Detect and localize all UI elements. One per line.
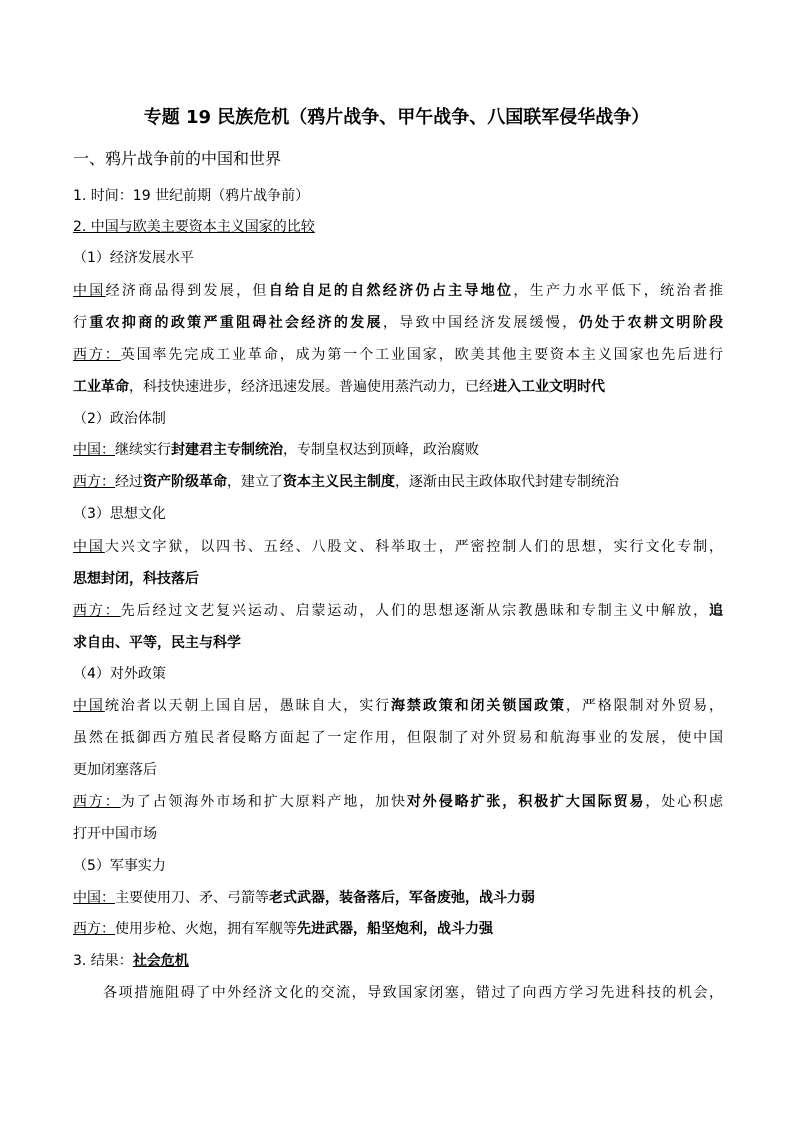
subheading-military: （5）军事实力 (73, 858, 166, 874)
subheading-economy: （1）经济发展水平 (73, 250, 194, 266)
item-result: 3. 结果：社会危机 (73, 953, 189, 969)
label-west: 西方： (73, 347, 121, 363)
culture-west-line-1: 西方：先后经过文艺复兴运动、启蒙运动，人们的思想逐渐从宗教愚昧和专制主义中解放，追 (73, 603, 723, 619)
politics-china: 中国：继续实行封建君主专制统治，专制皇权达到顶峰，政治腐败 (73, 442, 479, 458)
foreign-china-line-3: 更加闭塞落后 (73, 762, 157, 778)
label-west: 西方： (73, 921, 115, 937)
label-west: 西方： (73, 794, 121, 810)
culture-china-line-2: 思想封闭，科技落后 (73, 571, 199, 587)
economy-china-line-2: 行重农抑商的政策严重阻碍社会经济的发展，导致中国经济发展缓慢，仍处于农耕文明阶段 (73, 315, 723, 331)
label-china: 中国 (73, 283, 106, 299)
economy-china-line-1: 中国经济商品得到发展，但自给自足的自然经济仍占主导地位，生产力水平低下，统治者推 (73, 283, 723, 299)
subheading-politics: （2）政治体制 (73, 411, 166, 427)
foreign-china-line-1: 中国统治者以天朝上国自居，愚昧自大，实行海禁政策和闭关锁国政策，严格限制对外贸易， (73, 698, 723, 714)
item-comparison (73, 215, 723, 239)
label-china: 中国 (73, 698, 105, 714)
label-west: 西方： (73, 603, 121, 619)
military-west: 西方：使用步枪、火炮，拥有军舰等先进武器，船坚炮利，战斗力强 (73, 921, 493, 937)
section-heading: 一、鸦片战争前的中国和世界 (73, 149, 282, 168)
label-china: 中国： (73, 890, 115, 906)
politics-west: 西方：经过资产阶级革命，建立了资本主义民主制度，逐渐由民主政体取代封建专制统治 (73, 474, 619, 490)
label-china: 中国 (73, 539, 105, 555)
economy-west-line-1: 西方：英国率先完成工业革命，成为第一个工业国家，欧美其他主要资本主义国家也先后进行 (73, 347, 723, 363)
culture-west-line-2: 求自由、平等，民主与科学 (73, 635, 241, 651)
military-china: 中国：主要使用刀、矛、弓箭等老式武器，装备落后，军备废弛，战斗力弱 (73, 890, 535, 906)
document-title: 专题 19 民族危机（鸦片战争、甲午战争、八国联军侵华战争） (143, 107, 650, 128)
comparison-heading: 2. 中国与欧美主要资本主义国家的比较 (73, 219, 315, 235)
culture-china-line-1: 中国大兴文字狱，以四书、五经、八股文、科举取士，严密控制人们的思想，实行文化专制， (73, 539, 723, 555)
item-time: 1. 时间：19 世纪前期（鸦片战争前） (73, 188, 310, 204)
result-paragraph: 各项措施阻碍了中外经济文化的交流，导致国家闭塞，错过了向西方学习先进科技的机会， (103, 985, 723, 1001)
result-keyword: 社会危机 (132, 953, 189, 969)
foreign-west-line-2: 打开中国市场 (73, 826, 157, 842)
label-west: 西方： (73, 474, 115, 490)
foreign-china-line-2: 虽然在抵御西方殖民者侵略方面起了一定作用，但限制了对外贸易和航海事业的发展，使中国 (73, 730, 723, 746)
subheading-foreign-policy: （4）对外政策 (73, 666, 166, 682)
economy-west-line-2: 工业革命，科技快速进步，经济迅速发展。普遍使用蒸汽动力，已经进入工业文明时代 (73, 379, 605, 395)
label-china: 中国： (73, 442, 115, 458)
foreign-west-line-1: 西方：为了占领海外市场和扩大原料产地，加快对外侵略扩张，积极扩大国际贸易，处心积虑 (73, 794, 723, 810)
subheading-culture: （3）思想文化 (73, 506, 166, 522)
